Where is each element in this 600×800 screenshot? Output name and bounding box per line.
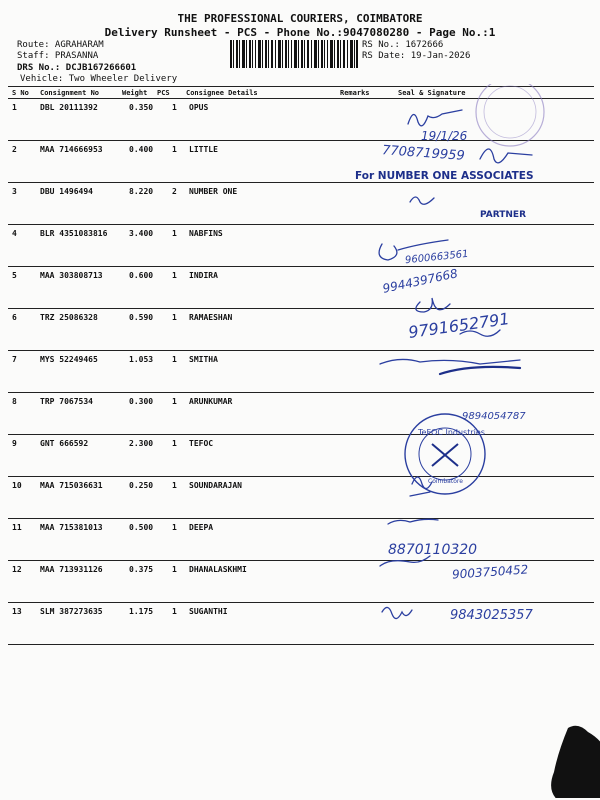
col-remarks: Remarks — [340, 89, 370, 97]
row-weight: 0.500 — [129, 523, 154, 532]
row-pcs: 1 — [172, 523, 177, 532]
col-weight: Weight — [122, 89, 148, 97]
row-consignee: NABFINS — [189, 229, 223, 238]
row-weight: 0.400 — [129, 145, 154, 154]
row-pcs: 1 — [172, 439, 177, 448]
row-sno: 5 — [12, 271, 17, 280]
row-weight: 0.375 — [129, 565, 154, 574]
row-pcs: 1 — [172, 313, 177, 322]
row-consignment: MAA 715036631 — [40, 481, 103, 490]
sig-phone-6: 9791652791 — [407, 309, 511, 342]
vehicle: Vehicle: Two Wheeler Delivery — [20, 74, 178, 84]
row-sno: 3 — [12, 187, 17, 196]
sig-phone-12: 9003750452 — [451, 562, 529, 582]
row-consignee: DHANALASKHMI — [189, 565, 247, 574]
col-sno: S No — [12, 89, 29, 97]
row-weight: 3.400 — [129, 229, 154, 238]
row-pcs: 1 — [172, 397, 177, 406]
row-consignee: SMITHA — [189, 355, 218, 364]
row-consignment: MAA 713931126 — [40, 565, 103, 574]
drs-number — [17, 63, 136, 73]
row-consignment: GNT 666592 — [40, 439, 89, 448]
row-consignee: OPUS — [189, 103, 209, 112]
row-pcs: 1 — [172, 355, 177, 364]
row-pcs: 1 — [172, 103, 177, 112]
row-consignee: RAMAESHAN — [189, 313, 233, 322]
col-consignee: Consignee Details — [186, 89, 258, 97]
drs-label: DRS No.: — [17, 63, 61, 73]
signature-1 — [408, 110, 462, 126]
row-weight: 2.300 — [129, 439, 154, 448]
row-sno: 11 — [12, 523, 22, 532]
row-weight: 0.600 — [129, 271, 154, 280]
sig-phone-8: 9894054787 — [462, 411, 526, 422]
col-seal: Seal & Signature — [398, 89, 466, 97]
row-consignment: DBL 20111392 — [40, 103, 98, 112]
row-consignment: MYS 52249465 — [40, 355, 98, 364]
row-consignee: SOUNDARAJAN — [189, 481, 242, 490]
row-consignee: ARUNKUMAR — [189, 397, 233, 406]
sig-phone-2: 7708719959 — [381, 143, 466, 164]
signature-3 — [410, 197, 434, 204]
row-sno: 7 — [12, 355, 17, 364]
row-consignment: DBU 1496494 — [40, 187, 93, 196]
row-consignee: SUGANTHI — [189, 607, 228, 616]
row-weight: 8.220 — [129, 187, 154, 196]
row-sno: 6 — [12, 313, 17, 322]
col-pcs: PCS — [157, 89, 170, 97]
barcode — [230, 40, 358, 68]
row-consignee: NUMBER ONE — [189, 187, 238, 196]
row-weight: 1.053 — [129, 355, 154, 364]
stamp-partner: PARTNER — [480, 210, 527, 220]
row-pcs: 1 — [172, 607, 177, 616]
row-pcs: 1 — [172, 481, 177, 490]
signature-7 — [380, 359, 520, 364]
signature-13 — [382, 607, 412, 618]
row-sno: 2 — [12, 145, 17, 154]
row-consignment: MAA 715381013 — [40, 523, 103, 532]
row-weight: 0.350 — [129, 103, 154, 112]
stamp-tefoc: TeFOC Industries — [418, 428, 485, 437]
rs-date: RS Date: 19-Jan-2026 — [362, 51, 471, 61]
row-sno: 4 — [12, 229, 17, 238]
row-consignment: BLR 4351083816 — [40, 229, 108, 238]
row-sno: 13 — [12, 607, 22, 616]
sig-phone-5: 9944397668 — [381, 266, 459, 296]
ink-blot-icon — [548, 718, 600, 798]
row-consignee: TEFOC — [189, 439, 214, 448]
row-weight: 0.250 — [129, 481, 154, 490]
row-consignment: TRZ 25086328 — [40, 313, 98, 322]
col-consignment: Consignment No — [40, 89, 100, 97]
row-consignment: SLM 387273635 — [40, 607, 103, 616]
row-sno: 1 — [12, 103, 17, 112]
row-weight: 0.300 — [129, 397, 154, 406]
row-weight: 1.175 — [129, 607, 154, 616]
row-pcs: 2 — [172, 187, 177, 196]
sig-phone-11: 8870110320 — [388, 542, 478, 558]
row-sno: 9 — [12, 439, 17, 448]
drs-value: DCJB167266601 — [65, 63, 137, 73]
row-pcs: 1 — [172, 271, 177, 280]
sig-phone-4: 9600663561 — [404, 248, 470, 267]
row-consignment: MAA 303808713 — [40, 271, 103, 280]
round-stamp-icon — [476, 84, 544, 146]
signature-2 — [480, 149, 532, 163]
sig-phone-13: 9843025357 — [450, 608, 533, 623]
company-title: THE PROFESSIONAL COURIERS, COIMBATORE — [177, 12, 423, 25]
row-sno: 12 — [12, 565, 22, 574]
row-consignment: MAA 714666953 — [40, 145, 103, 154]
row-sno: 8 — [12, 397, 17, 406]
row-weight: 0.590 — [129, 313, 154, 322]
row-pcs: 1 — [172, 145, 177, 154]
stamp-number-one: For NUMBER ONE ASSOCIATES — [355, 170, 534, 182]
row-consignment: TRP 7067534 — [40, 397, 93, 406]
signature-5 — [416, 298, 450, 312]
rs-number: RS No.: 1672666 — [362, 40, 444, 50]
row-sno: 10 — [12, 481, 22, 490]
signature-11 — [388, 519, 438, 524]
runsheet-subtitle: Delivery Runsheet - PCS - Phone No.:9047080280 - Page No.:1 — [104, 26, 496, 39]
route: Route: AGRAHARAM — [17, 40, 104, 50]
row-consignee: DEEPA — [189, 523, 214, 532]
row-pcs: 1 — [172, 229, 177, 238]
row-pcs: 1 — [172, 565, 177, 574]
row-consignee: INDIRA — [189, 271, 218, 280]
staff: Staff: PRASANNA — [17, 51, 99, 61]
row-consignee: LITTLE — [189, 145, 218, 154]
sig-date-1: 19/1/26 — [421, 129, 468, 143]
stamp-tefoc-city: Coimbatore — [428, 478, 463, 485]
